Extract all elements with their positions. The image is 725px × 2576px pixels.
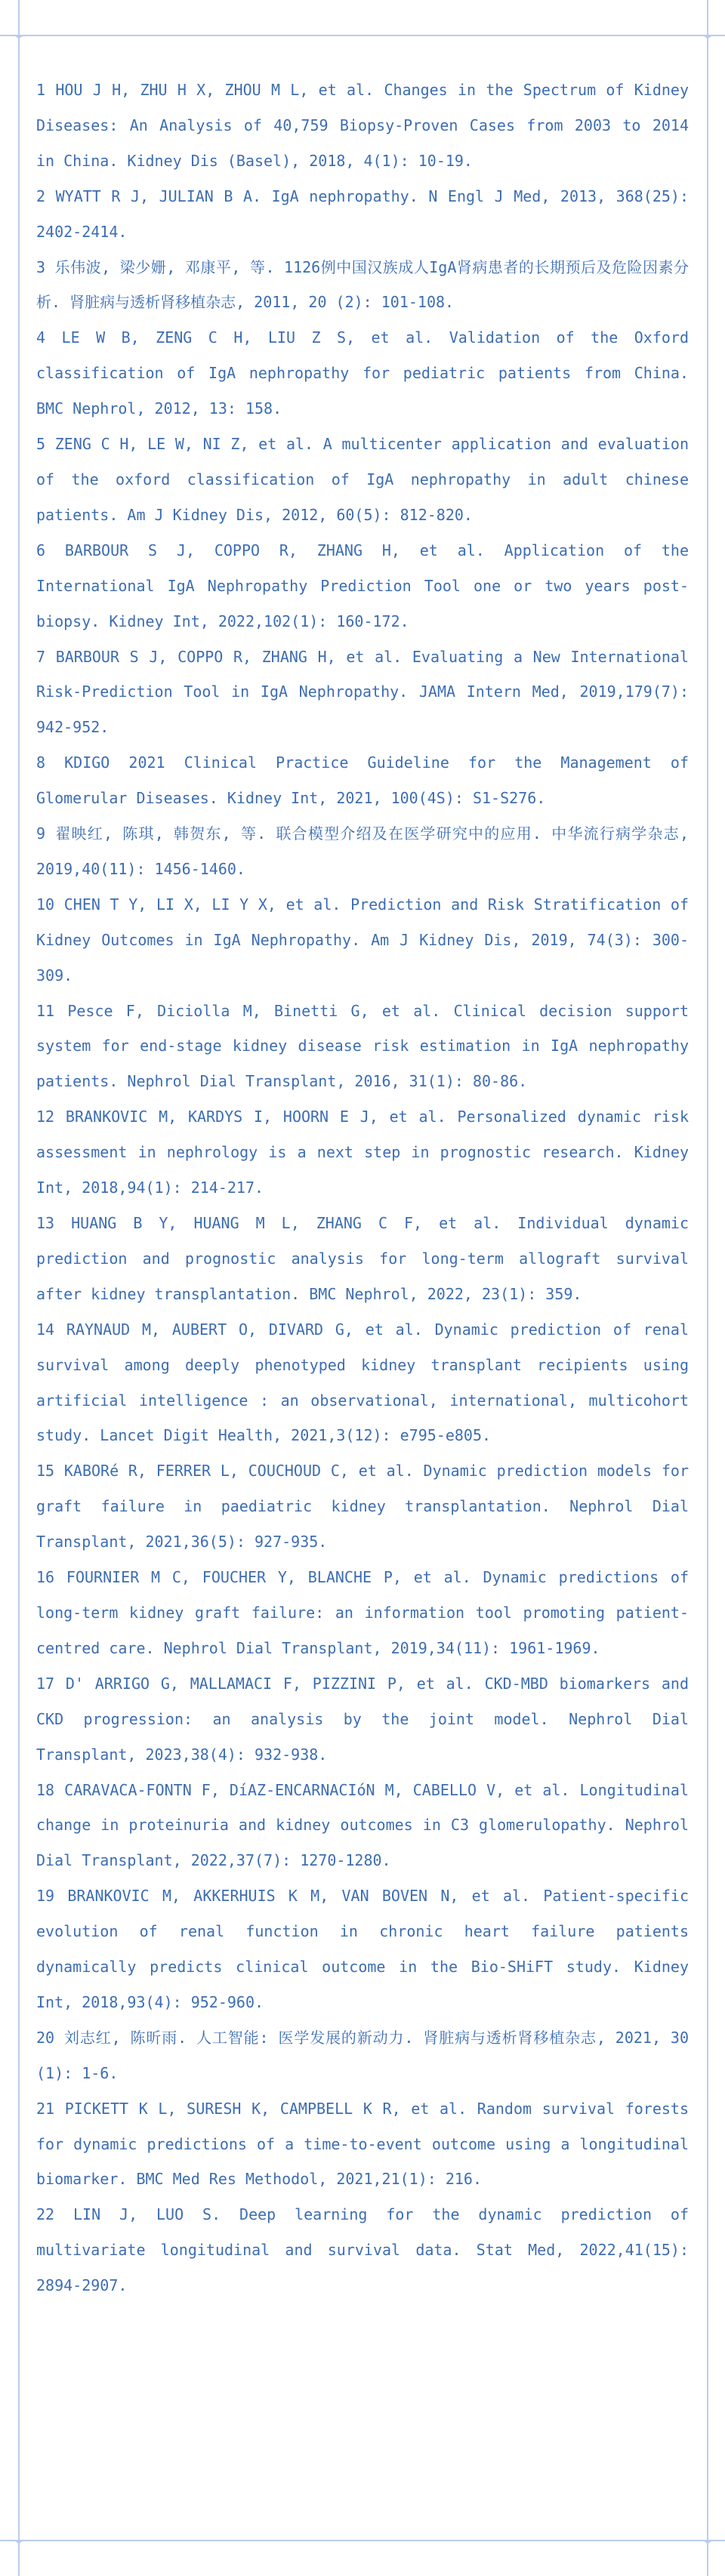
reference-text: RAYNAUD M, AUBERT O, DIVARD G, et al. Dynamic prediction of renal survival among deeply phenotyped kidney transplant recipients using artificial intelligence : an observational, international, multicohort study. Lancet Digit Health, 2021,3(12): e795-e805. bbox=[36, 1320, 689, 1445]
reference-item bbox=[36, 2197, 689, 2303]
reference-item bbox=[36, 1878, 689, 2020]
reference-item bbox=[36, 1773, 689, 1879]
reference-item bbox=[36, 179, 689, 250]
reference-item bbox=[36, 72, 689, 179]
reference-item bbox=[36, 427, 689, 533]
reference-text: KABORé R, FERRER L, COUCHOUD C, et al. Dynamic prediction models for graft failure in paediatric kidney transplantation. Nephrol Dial Transplant, 2021,36(5): 927-935. bbox=[36, 1462, 689, 1551]
reference-number: 5 bbox=[36, 435, 46, 454]
reference-text: Pesce F, Diciolla M, Binetti G, et al. Clinical decision support system for end-stage kidney disease risk estimation in IgA nephropathy patients. Nephrol Dial Transplant, 2016, 31(1): 80-86. bbox=[36, 1001, 689, 1091]
corner-star-icon: ✦ bbox=[14, 2531, 24, 2550]
reference-text: LE W B, ZENG C H, LIU Z S, et al. Validation of the Oxford classification of IgA nephropathy for pediatric patients from China. BMC Nephrol, 2012, 13: 158. bbox=[36, 328, 689, 418]
reference-item bbox=[36, 533, 689, 639]
reference-item bbox=[36, 1560, 689, 1666]
reference-text: 乐伟波, 梁少姗, 邓康平, 等. 1126例中国汉族成人IgA肾病患者的长期预后及危险因素分析. 肾脏病与透析肾移植杂志, 2011, 20 (2): 101-108. bbox=[36, 257, 689, 312]
reference-item bbox=[36, 2091, 689, 2198]
reference-number: 11 bbox=[36, 1001, 55, 1020]
reference-item bbox=[36, 250, 689, 321]
reference-number: 12 bbox=[36, 1108, 55, 1126]
reference-number: 21 bbox=[36, 2099, 55, 2118]
reference-text: KDIGO 2021 Clinical Practice Guideline for the Management of Glomerular Diseases. Kidney Int, 2021, 100(4S): S1-S276. bbox=[36, 753, 689, 808]
reference-number: 16 bbox=[36, 1568, 55, 1587]
reference-number: 14 bbox=[36, 1320, 55, 1339]
reference-text: BRANKOVIC M, KARDYS I, HOORN E J, et al. Personalized dynamic risk assessment in nephrology is a next step in prognostic research. Kidney Int, 2018,94(1): 214-217. bbox=[36, 1108, 689, 1197]
reference-item bbox=[36, 887, 689, 994]
reference-number: 4 bbox=[36, 328, 46, 347]
reference-item bbox=[36, 1099, 689, 1206]
corner-star-icon: ✦ bbox=[702, 26, 713, 45]
frame-top-border bbox=[0, 35, 725, 36]
reference-text: BRANKOVIC M, AKKERHUIS K M, VAN BOVEN N, et al. Patient-specific evolution of renal function in chronic heart failure patients dynamically predicts clinical outcome in the Bio-SHiFT study. Kidney Int, 2018,93(4): 952-960. bbox=[36, 1887, 689, 2011]
reference-item bbox=[36, 2020, 689, 2091]
reference-text: BARBOUR S J, COPPO R, ZHANG H, et al. Application of the International IgA Nephropathy Prediction Tool one or two years post-biopsy. Kidney Int, 2022,102(1): 160-172. bbox=[36, 541, 689, 630]
reference-list bbox=[36, 72, 689, 2303]
reference-item bbox=[36, 639, 689, 746]
reference-text: FOURNIER M C, FOUCHER Y, BLANCHE P, et al. Dynamic predictions of long-term kidney graft failure: an information tool promoting patient-centred care. Nephrol Dial Transplant, 2019,34(11): 1961-1969. bbox=[36, 1568, 689, 1657]
reference-number: 9 bbox=[36, 824, 46, 843]
corner-star-icon: ✦ bbox=[14, 26, 24, 45]
reference-text: ZENG C H, LE W, NI Z, et al. A multicenter application and evaluation of the oxford classification of IgA nephropathy in adult chinese patients. Am J Kidney Dis, 2012, 60(5): 812-820. bbox=[36, 435, 689, 524]
frame-bottom-border bbox=[0, 2540, 725, 2541]
reference-number: 2 bbox=[36, 186, 46, 205]
reference-text: PICKETT K L, SURESH K, CAMPBELL K R, et al. Random survival forests for dynamic predictions of a time-to-event outcome using a longitudinal biomarker. BMC Med Res Methodol, 2021,21(1): 216. bbox=[36, 2099, 689, 2189]
reference-number: 18 bbox=[36, 1780, 55, 1799]
reference-item bbox=[36, 1206, 689, 1312]
frame-left-border bbox=[18, 0, 20, 2576]
reference-item bbox=[36, 745, 689, 816]
reference-item bbox=[36, 1666, 689, 1773]
reference-number: 8 bbox=[36, 753, 46, 772]
reference-item bbox=[36, 1453, 689, 1560]
reference-text: 翟映红, 陈琪, 韩贺东, 等. 联合模型介绍及在医学研究中的应用. 中华流行病学杂志, 2019,40(11): 1456-1460. bbox=[36, 824, 689, 878]
reference-text: 刘志红, 陈昕雨. 人工智能: 医学发展的新动力. 肾脏病与透析肾移植杂志, 2021, 30 (1): 1-6. bbox=[36, 2028, 689, 2082]
reference-number: 10 bbox=[36, 895, 55, 914]
reference-number: 6 bbox=[36, 541, 46, 559]
reference-item bbox=[36, 1312, 689, 1454]
reference-number: 13 bbox=[36, 1214, 55, 1232]
reference-text: WYATT R J, JULIAN B A. IgA nephropathy. N Engl J Med, 2013, 368(25): 2402-2414. bbox=[36, 186, 689, 241]
reference-number: 17 bbox=[36, 1674, 55, 1693]
corner-star-icon: ✦ bbox=[702, 2531, 713, 2550]
reference-text: LIN J, LUO S. Deep learning for the dynamic prediction of multivariate longitudinal and survival data. Stat Med, 2022,41(15): 2894-2907. bbox=[36, 2205, 689, 2295]
reference-text: BARBOUR S J, COPPO R, ZHANG H, et al. Evaluating a New International Risk-Prediction Tool in IgA Nephropathy. JAMA Intern Med, 2019,179(7): 942-952. bbox=[36, 647, 689, 737]
reference-item bbox=[36, 994, 689, 1100]
reference-text: HOU J H, ZHU H X, ZHOU M L, et al. Changes in the Spectrum of Kidney Diseases: An Analysis of 40,759 Biopsy-Proven Cases from 2003 to 2014 in China. Kidney Dis (Basel), 2018, 4(1): 10-19. bbox=[36, 81, 690, 170]
reference-number: 3 bbox=[36, 257, 46, 276]
reference-number: 19 bbox=[36, 1887, 55, 1906]
reference-text: D' ARRIGO G, MALLAMACI F, PIZZINI P, et al. CKD-MBD biomarkers and CKD progression: an analysis by the joint model. Nephrol Dial Transplant, 2023,38(4): 932-938. bbox=[36, 1674, 689, 1764]
reference-number: 20 bbox=[36, 2028, 55, 2047]
reference-item bbox=[36, 320, 689, 427]
reference-number: 1 bbox=[36, 81, 46, 99]
reference-number: 15 bbox=[36, 1462, 55, 1481]
reference-text: CARAVACA-FONTN F, DíAZ-ENCARNACIóN M, CABELLO V, et al. Longitudinal change in proteinuria and kidney outcomes in C3 glomerulopathy. Nephrol Dial Transplant, 2022,37(7): 1270-1280. bbox=[36, 1780, 690, 1870]
frame-right-border bbox=[707, 0, 708, 2576]
reference-item bbox=[36, 816, 689, 887]
reference-text: HUANG B Y, HUANG M L, ZHANG C F, et al. Individual dynamic prediction and prognostic analysis for long-term allograft survival after kidney transplantation. BMC Nephrol, 2022, 23(1): 359. bbox=[36, 1214, 689, 1303]
reference-number: 22 bbox=[36, 2205, 55, 2224]
reference-text: CHEN T Y, LI X, LI Y X, et al. Prediction and Risk Stratification of Kidney Outcomes in IgA Nephropathy. Am J Kidney Dis, 2019, 74(3): 300-309. bbox=[36, 895, 689, 984]
reference-number: 7 bbox=[36, 647, 46, 666]
